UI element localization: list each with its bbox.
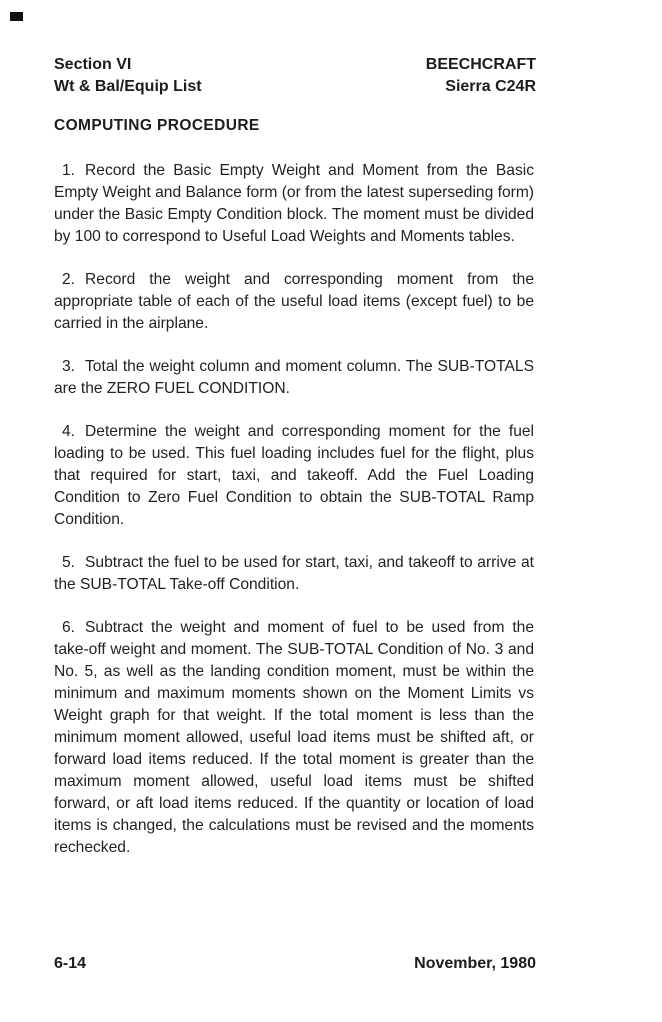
step-text: Subtract the weight and moment of fuel to be used from the take-off weight and moment. The SUB-TOTAL Condition of No. 3 and No. 5, as well as the landing condition moment, must be within the minimum and maximum moments shown on the Moment Limits vs Weight graph for that weight. If the total moment is less than the minimum moment allowed, useful load items must be shifted aft, or forward load items reduced. If the total moment is greater than the maximum moment allowed, useful load items must be shifted forward, or aft load items reduced. If the quantity or location of load items is changed, the calculations must be revised and the moments rechecked. [54, 619, 534, 856]
page-footer [54, 953, 536, 977]
page-header [54, 54, 536, 98]
step-number: 3. [62, 358, 76, 375]
step-number: 6. [62, 619, 76, 636]
step-3 [54, 356, 534, 400]
step-5 [54, 552, 534, 596]
step-text: Determine the weight and corresponding moment for the fuel loading to be used. This fuel loading includes fuel for the flight, plus that required for start, taxi, and takeoff. Add the Fuel Loading Condition to Zero Fuel Condition to obtain the SUB-TOTAL Ramp Condition. [54, 423, 534, 528]
step-text: Record the weight and corresponding moment from the appropriate table of each of the useful load items (except fuel) to be carried in the airplane. [54, 271, 534, 332]
step-4 [54, 421, 534, 531]
procedure-steps [54, 160, 534, 880]
revision-date: November, 1980 [414, 955, 536, 972]
step-number: 4. [62, 423, 76, 440]
step-text: Record the Basic Empty Weight and Moment from the Basic Empty Weight and Balance form (or from the latest superseding form) under the Basic Empty Condition block. The moment must be divided by 100 to correspond to Useful Load Weights and Moments tables. [54, 162, 534, 245]
step-number: 5. [62, 554, 76, 571]
header-right [426, 54, 536, 98]
step-text: Subtract the fuel to be used for start, taxi, and takeoff to arrive at the SUB-TOTAL Take-off Condition. [54, 554, 534, 593]
page-corner-mark [10, 12, 23, 21]
step-text: Total the weight column and moment column. The SUB-TOTALS are the ZERO FUEL CONDITION. [54, 358, 534, 397]
subsection-title: Wt & Bal/Equip List [54, 78, 202, 95]
procedure-heading: COMPUTING PROCEDURE [54, 117, 260, 134]
step-2 [54, 269, 534, 335]
step-6 [54, 617, 534, 859]
aircraft-model: Sierra C24R [445, 78, 536, 95]
section-title: Section VI [54, 56, 132, 73]
step-1 [54, 160, 534, 248]
page-number: 6-14 [54, 955, 87, 972]
step-number: 1. [62, 162, 76, 179]
step-number: 2. [62, 271, 76, 288]
manufacturer-name: BEECHCRAFT [425, 56, 536, 73]
header-left [54, 54, 202, 98]
